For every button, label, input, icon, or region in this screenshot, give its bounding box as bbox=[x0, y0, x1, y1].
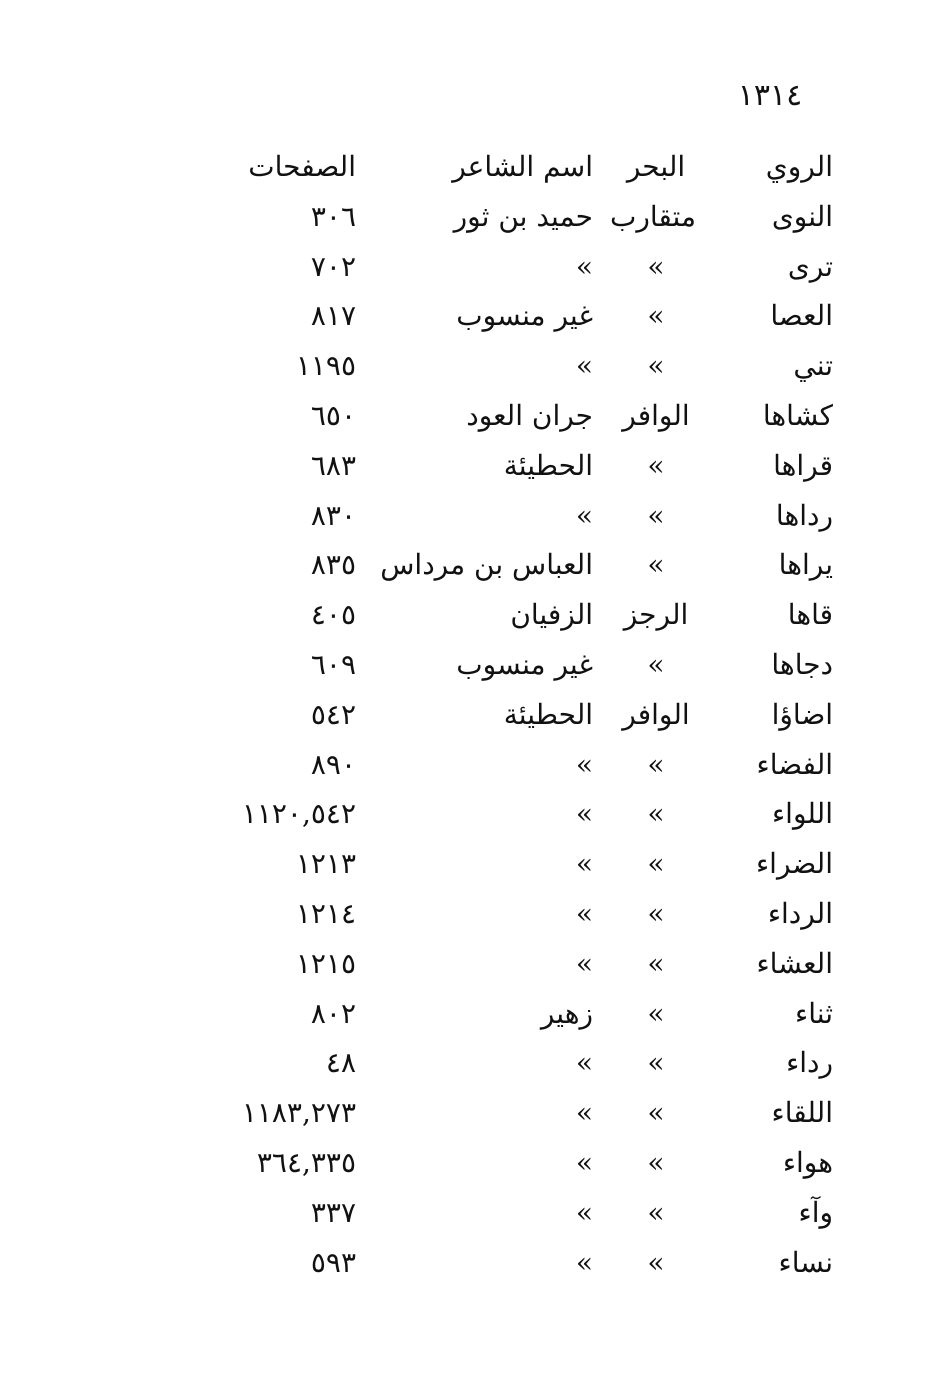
rawi-cell: الفضاء bbox=[756, 747, 833, 781]
rawi-cell: قاها bbox=[787, 598, 833, 632]
poet-cell: الحطيئة bbox=[503, 448, 593, 482]
rawi-cell: هواء bbox=[782, 1145, 833, 1179]
pages-cell: ٦٠٩ bbox=[310, 647, 356, 681]
pages-cell: ٣٦٤,٣٣٥ bbox=[256, 1145, 356, 1179]
table-row bbox=[0, 1188, 933, 1238]
table-row bbox=[0, 640, 933, 690]
table-row bbox=[0, 291, 933, 341]
poet-cell: » bbox=[575, 498, 593, 532]
rawi-cell: اللقاء bbox=[771, 1096, 833, 1130]
bahr-cell: » bbox=[647, 946, 665, 980]
rawi-cell: ثناء bbox=[795, 996, 833, 1030]
rhyme-index-table bbox=[0, 142, 933, 1287]
poet-cell: » bbox=[575, 1245, 593, 1279]
table-body bbox=[0, 192, 933, 1288]
poet-cell: » bbox=[575, 1195, 593, 1229]
bahr-cell: » bbox=[647, 1145, 665, 1179]
bahr-cell: » bbox=[647, 1046, 665, 1080]
pages-cell: ٨٠٢ bbox=[310, 996, 356, 1030]
poet-cell: » bbox=[575, 847, 593, 881]
header-pages: الصفحات bbox=[248, 150, 356, 183]
pages-cell: ٥٤٢ bbox=[310, 697, 356, 731]
table-row bbox=[0, 690, 933, 740]
bahr-cell: » bbox=[647, 448, 665, 482]
poet-cell: » bbox=[575, 249, 593, 283]
bahr-cell: » bbox=[647, 1245, 665, 1279]
header-poet: اسم الشاعر bbox=[452, 150, 593, 183]
poet-cell: غير منسوب bbox=[456, 299, 593, 333]
rawi-cell: الضراء bbox=[756, 847, 833, 881]
poet-cell: » bbox=[575, 946, 593, 980]
rawi-cell: نساء bbox=[778, 1245, 833, 1279]
table-row bbox=[0, 341, 933, 391]
table-row bbox=[0, 1088, 933, 1138]
rawi-cell: كشاها bbox=[762, 398, 833, 432]
poet-cell: غير منسوب bbox=[456, 647, 593, 681]
table-row bbox=[0, 740, 933, 790]
table-row bbox=[0, 989, 933, 1039]
pages-cell: ٤٨ bbox=[325, 1046, 356, 1080]
bahr-cell: الوافر bbox=[622, 697, 690, 731]
pages-cell: ١١٨٣,٢٧٣ bbox=[241, 1096, 356, 1130]
rawi-cell: رداها bbox=[775, 498, 833, 532]
pages-cell: ٣٠٦ bbox=[310, 199, 356, 233]
bahr-cell: » bbox=[647, 847, 665, 881]
rawi-cell: وآء bbox=[798, 1195, 833, 1229]
rawi-cell: تني bbox=[793, 349, 833, 383]
poet-cell: » bbox=[575, 349, 593, 383]
bahr-cell: » bbox=[647, 747, 665, 781]
table-row bbox=[0, 391, 933, 441]
rawi-cell: العصا bbox=[770, 299, 833, 333]
pages-cell: ٥٩٣ bbox=[310, 1245, 356, 1279]
table-row bbox=[0, 1138, 933, 1188]
table-row bbox=[0, 939, 933, 989]
bahr-cell: » bbox=[647, 249, 665, 283]
poet-cell: الحطيئة bbox=[503, 697, 593, 731]
bahr-cell: متقارب bbox=[609, 199, 696, 233]
pages-cell: ١١٩٥ bbox=[295, 349, 356, 383]
pages-cell: ٦٥٠ bbox=[310, 398, 356, 432]
poet-cell: الزفيان bbox=[510, 598, 593, 632]
poet-cell: » bbox=[575, 797, 593, 831]
rawi-cell: اللواء bbox=[772, 797, 833, 831]
pages-cell: ٤٠٥ bbox=[310, 598, 356, 632]
rawi-cell: العشاء bbox=[756, 946, 833, 980]
bahr-cell: » bbox=[647, 349, 665, 383]
rawi-cell: قراها bbox=[773, 448, 833, 482]
bahr-cell: » bbox=[647, 1096, 665, 1130]
pages-cell: ٨٣٥ bbox=[310, 548, 356, 582]
pages-cell: ١٢١٥ bbox=[295, 946, 356, 980]
bahr-cell: » bbox=[647, 996, 665, 1030]
pages-cell: ٧٠٢ bbox=[310, 249, 356, 283]
poet-cell: » bbox=[575, 1096, 593, 1130]
bahr-cell: الرجز bbox=[623, 598, 689, 632]
pages-cell: ٦٨٣ bbox=[310, 448, 356, 482]
table-row bbox=[0, 789, 933, 839]
pages-cell: ١١٢٠,٥٤٢ bbox=[241, 797, 356, 831]
pages-cell: ٨٣٠ bbox=[310, 498, 356, 532]
table-row bbox=[0, 839, 933, 889]
poet-cell: » bbox=[575, 896, 593, 930]
pages-cell: ١٢١٣ bbox=[295, 847, 356, 881]
table-row bbox=[0, 441, 933, 491]
table-row bbox=[0, 192, 933, 242]
bahr-cell: » bbox=[647, 647, 665, 681]
rawi-cell: الرداء bbox=[767, 896, 833, 930]
table-row bbox=[0, 242, 933, 292]
poet-cell: جران العود bbox=[466, 398, 593, 432]
table-row bbox=[0, 491, 933, 541]
rawi-cell: ترى bbox=[787, 249, 833, 283]
bahr-cell: » bbox=[647, 548, 665, 582]
page-number: ١٣١٤ bbox=[737, 78, 803, 113]
bahr-cell: » bbox=[647, 797, 665, 831]
rawi-cell: رداء bbox=[786, 1046, 833, 1080]
rawi-cell: يراها bbox=[778, 548, 833, 582]
table-row bbox=[0, 1238, 933, 1288]
rawi-cell: اضاؤا bbox=[771, 697, 833, 731]
table-row bbox=[0, 540, 933, 590]
poet-cell: حميد بن ثور bbox=[453, 199, 593, 233]
poet-cell: العباس بن مرداس bbox=[380, 548, 593, 582]
table-row bbox=[0, 590, 933, 640]
rawi-cell: النوى bbox=[771, 199, 833, 233]
table-header-row bbox=[0, 142, 933, 192]
bahr-cell: » bbox=[647, 896, 665, 930]
bahr-cell: » bbox=[647, 299, 665, 333]
header-bahr: البحر bbox=[626, 150, 686, 183]
bahr-cell: » bbox=[647, 498, 665, 532]
pages-cell: ٣٣٧ bbox=[310, 1195, 356, 1229]
poet-cell: » bbox=[575, 1046, 593, 1080]
rawi-cell: دجاها bbox=[771, 647, 833, 681]
pages-cell: ١٢١٤ bbox=[295, 896, 356, 930]
table-row bbox=[0, 889, 933, 939]
bahr-cell: » bbox=[647, 1195, 665, 1229]
bahr-cell: الوافر bbox=[622, 398, 690, 432]
poet-cell: » bbox=[575, 1145, 593, 1179]
pages-cell: ٨٩٠ bbox=[310, 747, 356, 781]
poet-cell: زهير bbox=[540, 996, 593, 1030]
table-row bbox=[0, 1038, 933, 1088]
pages-cell: ٨١٧ bbox=[310, 299, 356, 333]
poet-cell: » bbox=[575, 747, 593, 781]
header-rawi: الروي bbox=[765, 150, 833, 183]
